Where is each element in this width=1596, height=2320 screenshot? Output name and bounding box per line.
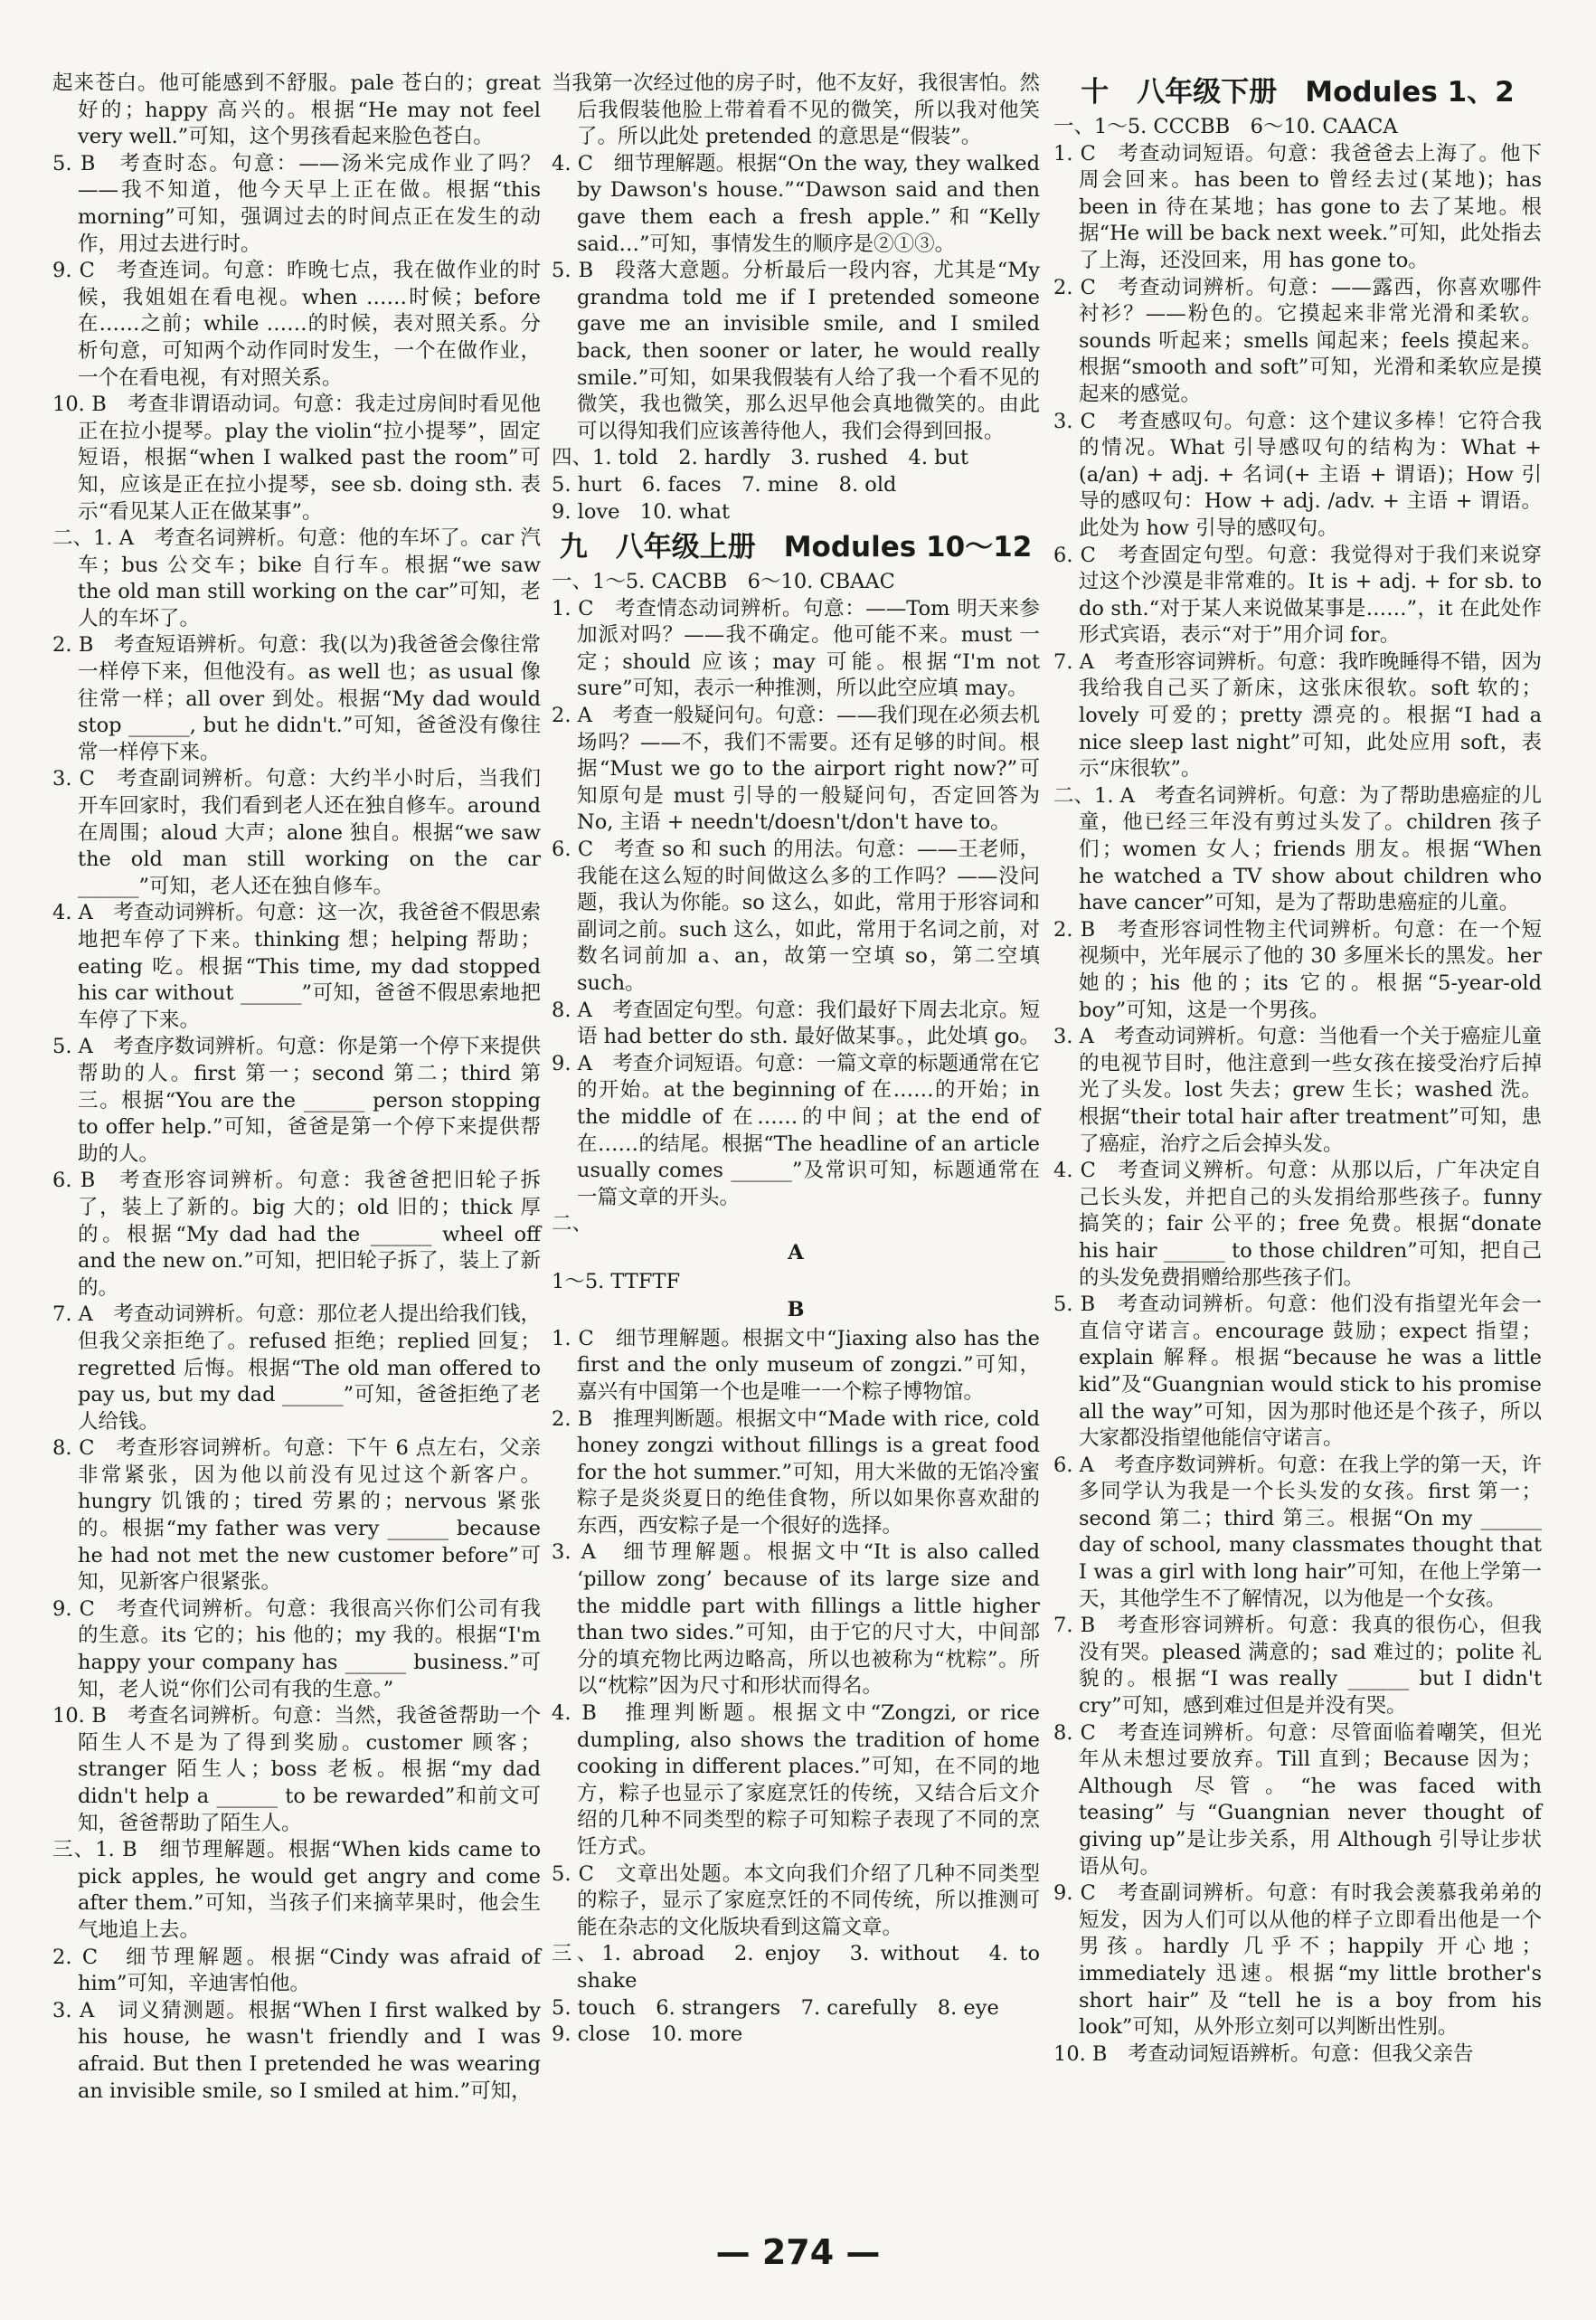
answer-entry: 7. A 考查形容词辨析。句意：我昨晚睡得不错，因为我给我自己买了新床，这张床很软。soft 软的；lovely 可爱的；pretty 漂亮的。根据“I had a nice sleep last night”可知，此处应用 soft，表示“床很软”。 [1053, 649, 1542, 781]
answer-entry: 5. B 考查时态。句意：——汤米完成作业了吗？——我不知道，他今天早上正在做。根据“this morning”可知，强调过去的时间点正在发生的动作，用过去进行时。 [52, 151, 541, 256]
answer-entry: 8. C 考查连词辨析。句意：尽管面临着嘲笑，但光年从未想过要放弃。Till 直到；Because 因为；Although 尽管。“he was faced with teasing”与“Guangnian never thought of giving up”是让步关系，用 Although 引导让步状语从句。 [1053, 1720, 1542, 1879]
answer-entry: 6. C 考查固定句型。句意：我觉得对于我们来说穿过这个沙漠是非常难的。It is + adj. + for sb. to do sth.“对于某人来说做某事是……”，it 在此处作形式宾语，表示“对于”用介词 for。 [1053, 543, 1542, 648]
answer-entry: 二、1. A 考查名词辨析。句意：他的车坏了。car 汽车；bus 公交车；bike 自行车。根据“we saw the old man still working on the car”可知，老人的车坏了。 [52, 526, 541, 630]
answer-entry: 8. A 考查固定句型。句意：我们最好下周去北京。短语 had better do sth. 最好做某事。，此处填 go。 [552, 998, 1040, 1049]
answer-entry: 4. C 考查词义辨析。句意：从那以后，广年决定自己长头发，并把自己的头发捐给那些孩子。funny 搞笑的；fair 公平的；free 免费。根据“donate his hair ______ to those children”可知，把自己的头发免费捐赠给那些孩子们。 [1053, 1159, 1542, 1290]
answer-entry: 3. C 考查感叹句。句意：这个建议多棒！它符合我的情况。What 引导感叹句的结构为：What + (a/an) + adj. + 名词(+ 主语 + 谓语)；How 引导的感叹句：How + adj. /adv. + 主语 + 谓语。此处为 how 引导的感叹句。 [1053, 409, 1542, 540]
section-ten-title: 十 八年级下册 Modules 1、2 [1081, 76, 1515, 109]
answer-entry: 9. A 考查介词短语。句意：一篇文章的标题通常在它的开始。at the beginning of 在……的开始；in the middle of 在……的中间；at the end of 在……的结尾。根据“The headline of an article usually comes ______”及常识可知，标题通常在一篇文章的开头。 [552, 1051, 1040, 1209]
answer-entry: 5. C 文章出处题。本文向我们介绍了几种不同类型的粽子，显示了家庭烹饪的不同传统，所以推测可能在杂志的文化版块看到这篇文章。 [552, 1861, 1040, 1939]
column-middle [552, 71, 1040, 2049]
answer-entry: 2. C 考查动词辨析。句意：——露西，你喜欢哪件衬衫？——粉色的。它摸起来非常光滑和柔软。sounds 听起来；smells 闻起来；feels 摸起来。根据“smooth and soft”可知，光滑和柔软应是摸起来的感觉。 [1053, 275, 1542, 406]
column-middle-entries-part2 [552, 569, 1040, 1211]
answer-entry: 3. A 词义猜测题。根据“When I first walked by his house, he wasn't friendly and I was afraid. But then I pretended he was wearing an invisible smile, so I smiled at him.”可知， [52, 1998, 541, 2103]
column-middle-entries-part3 [552, 1269, 1040, 1296]
column-right-entries [1053, 114, 1542, 2068]
answer-entry: 1. C 细节理解题。根据文中“Jiaxing also has the first and the only museum of zongzi.”可知，嘉兴有中国第一个也是唯一一个粽子博物馆。 [552, 1326, 1040, 1404]
answer-entry: 3. A 考查动词辨析。句意：当他看一个关于癌症儿童的电视节目时，他注意到一些女孩在接受治疗后掉光了头发。lost 失去；grew 生长；washed 洗。根据“their total hair after treatment”可知，患了癌症，治疗之后会掉头发。 [1053, 1025, 1542, 1156]
answer-entry: 四、1. told 2. hardly 3. rushed 4. but [552, 446, 969, 470]
answer-entry: 一、1～5. CACBB 6～10. CBAAC [552, 570, 895, 594]
answer-entry: 1～5. TTFTF [552, 1269, 681, 1293]
answer-entry: 10. B 考查非谓语动词。句意：我走过房间时看见他正在拉小提琴。play the violin“拉小提琴”，固定短语，根据“when I walked past the room”可知，应该是正在拉小提琴，see sb. doing sth. 表示“看见某人正在做某事”。 [52, 393, 541, 524]
answer-entry: 10. B 考查动词短语辨析。句意：但我父亲告 [1053, 2041, 1474, 2066]
part-two-label: 二、 [552, 1212, 593, 1236]
answer-entry: 9. close 10. more [552, 2022, 743, 2047]
answer-entry: 2. A 考查一般疑问句。句意：——我们现在必须去机场吗？——不，我们不需要。还有足够的时间。根据“Must we go to the airport right now?”可知原句是 must 引导的一般疑问句，否定回答为 No, 主语 + needn't/doesn't/don't have to。 [552, 704, 1040, 835]
answer-entry: 2. B 推理判断题。根据文中“Made with rice, cold honey zongzi without fillings is a great food for the hot summer.”可知，用大米做的无馅冷蜜粽子是炎炎夏日的绝佳食物，所以如果你喜欢甜的东西，西安粽子是一个很好的选择。 [552, 1406, 1040, 1538]
answer-entry: 9. C 考查连词。句意：昨晚七点，我在做作业的时候，我姐姐在看电视。when ……时候；before 在……之前；while ……的时候，表对照关系。分析句意，可知两个动作同时发生，一个在做作业，一个在看电视，有对照关系。 [52, 259, 541, 390]
sub-heading-b: B [787, 1298, 805, 1322]
column-middle-entries-part1 [552, 71, 1040, 526]
answer-entry: 4. C 细节理解题。根据“On the way, they walked by Dawson's house.”“Dawson said and then gave them each a fresh apple.”和“Kelly said…”可知，事情发生的顺序是②①③。 [552, 151, 1040, 256]
answer-entry: 2. B 考查形容词性物主代词辨析。句意：在一个短视频中，光年展示了他的 30 多厘米长的黑发。her 她的；his 他的；its 它的。根据“5-year-old boy”可知，这是一个男孩。 [1053, 917, 1542, 1022]
answer-entry: 当我第一次经过他的房子时，他不友好，我很害怕。然后我假装他脸上带着看不见的微笑，所以我对他笑了。所以此处 pretended 的意思是“假装”。 [552, 71, 1041, 149]
answer-entry: 6. B 考查形容词辨析。句意：我爸爸把旧轮子拆了，装上了新的。big 大的；old 旧的；thick 厚的。根据“My dad had the ______ wheel off and the new on.”可知，把旧轮子拆了，装上了新的。 [52, 1169, 541, 1300]
answer-entry: 1. C 考查动词短语。句意：我爸爸去上海了。他下周会回来。has been to 曾经去过(某地)；has been in 待在某地；has gone to 去了某地。根据“He will be back next week.”可知，此处指去了上海，还没回来，用 has gone to。 [1053, 141, 1542, 272]
answer-entry: 6. A 考查序数词辨析。句意：在我上学的第一天，许多同学认为我是一个长头发的女孩。first 第一；second 第二；third 第三。根据“On my ______ day of school, many classmates thought that I was a girl with long hair”可知，在他上学第一天，其他学生不了解情况，以为他是一个女孩。 [1053, 1453, 1542, 1611]
answer-entry: 5. B 段落大意题。分析最后一段内容，尤其是“My grandma told me if I pretended someone gave me an invisible smile, and I smiled back, then sooner or later, he would really smile.”可知，如果我假装有人给了我一个看不见的微笑，我也微笑，那么迟早他会真地微笑的。由此可以得知我们应该善待他人，我们会得到回报。 [552, 259, 1040, 443]
column-middle-entries-part4 [552, 1326, 1040, 2049]
answer-entry: 二、1. A 考查名词辨析。句意：为了帮助患癌症的儿童，他已经三年没有剪过头发了。children 孩子们；women 女人；friends 朋友。根据“When he watched a TV show about children who have cancer”可知，是为了帮助患癌症的儿童。 [1053, 783, 1542, 915]
answer-entry: 5. touch 6. strangers 7. carefully 8. eye [552, 1995, 999, 2020]
answer-entry: 4. B 推理判断题。根据文中“Zongzi, or rice dumpling, also shows the tradition of home cooking in different places.”可知，在不同的地方，粽子也显示了家庭烹饪的传统，又结合后文介绍的几种不同类型的粽子可知粽子表现了不同的烹饪方式。 [552, 1701, 1040, 1859]
column-left [52, 71, 541, 2105]
answer-entry: 起来苍白。他可能感到不舒服。pale 苍白的；great 好的；happy 高兴的。根据“He may not feel very well.”可知，这个男孩看起来脸色苍白。 [52, 71, 541, 149]
answer-entry: 5. B 考查动词辨析。句意：他们没有指望光年会一直信守诺言。encourage 鼓励；expect 指望；explain 解释。根据“because he was a little kid”及“Guangnian would stick to his promise all the way”可知，因为那时他还是个孩子，所以大家都没指望他能信守诺言。 [1053, 1293, 1542, 1451]
answer-entry: 一、1～5. CCCBB 6～10. CAACA [1053, 115, 1398, 138]
answer-entry: 三、1. B 细节理解题。根据“When kids came to pick apples, he would get angry and come after them.”可知，当孩子们来摘苹果时，他会生气地追上去。 [52, 1838, 541, 1942]
answer-entry: 10. B 考查名词辨析。句意：当然，我爸爸帮助一个陌生人不是为了得到奖励。customer 顾客；stranger 陌生人；boss 老板。根据“my dad didn't help a ______ to be rewarded”和前文可知，爸爸帮助了陌生人。 [52, 1704, 541, 1835]
section-nine-title: 九 八年级上册 Modules 10～12 [559, 531, 1033, 564]
sub-heading-a: A [788, 1240, 804, 1264]
answer-entry: 9. love 10. what [552, 499, 731, 524]
answer-entry: 3. A 细节理解题。根据文中“It is also called ‘pillow zong’ because of its large size and the middle part with fillings a little higher than two sides.”可知，由于它的尺寸大，中间部分的填充物比两边略高，所以也被称为“枕粽”。所以“枕粽”因为尺寸和形状而得名。 [552, 1540, 1040, 1699]
answer-entry: 5. hurt 6. faces 7. mine 8. old [552, 472, 897, 497]
answer-entry: 5. A 考查序数词辨析。句意：你是第一个停下来提供帮助的人。first 第一；second 第二；third 第三。根据“You are the ______ person stopping to offer help.”可知，爸爸是第一个停下来提供帮助的人。 [52, 1035, 541, 1166]
answer-entry: 8. C 考查形容词辨析。句意：下午 6 点左右，父亲非常紧张，因为他以前没有见过这个新客户。hungry 饥饿的；tired 劳累的；nervous 紧张的。根据“my father was very ______ because he had not met the new customer before”可知，见新客户很紧张。 [52, 1436, 541, 1595]
column-right [1053, 71, 1542, 2068]
answer-entry: 9. C 考查代词辨析。句意：我很高兴你们公司有我的生意。its 它的；his 他的；my 我的。根据“I'm happy your company has ______ business.”可知，老人说“你们公司有我的生意。” [52, 1596, 541, 1701]
answer-entry: 三、1. abroad 2. enjoy 3. without 4. to shake [552, 1942, 1040, 1993]
answer-entry: 2. C 细节理解题。根据“Cindy was afraid of him”可知，辛迪害怕他。 [52, 1945, 541, 1996]
column-left-entries [52, 71, 541, 2105]
page-number: — 274 — [715, 2232, 881, 2272]
answer-entry: 7. A 考查动词辨析。句意：那位老人提出给我们钱，但我父亲拒绝了。refused 拒绝；replied 回复；regretted 后悔。根据“The old man offered to pay us, but my dad ______”可知，爸爸拒绝了老人给钱。 [52, 1302, 541, 1434]
answer-entry: 1. C 考查情态动词辨析。句意：——Tom 明天来参加派对吗？——我不确定。他可能不来。must 一定；should 应该；may 可能。根据“I'm not sure”可知，表示一种推测，所以此空应填 may。 [552, 596, 1040, 701]
answer-entry: 6. C 考查 so 和 such 的用法。句意：——王老师，我能在这么短的时间做这么多的工作吗？——没问题，我认为你能。so 这么，如此，常用于形容词和副词之前。such 这么，如此，常用于名词之前，对数名词前加 a、an，故第一空填 so，第二空填 such。 [552, 838, 1040, 995]
answer-entry: 9. C 考查副词辨析。句意：有时我会羡慕我弟弟的短发，因为人们可以从他的样子立即看出他是一个男孩。hardly 几乎不；happily 开心地；immediately 迅速。根据“my little brother's short hair”及“tell he is a boy from his look”可知，从外形立刻可以判断出性别。 [1053, 1881, 1542, 2040]
answer-entry: 4. A 考查动词辨析。句意：这一次，我爸爸不假思索地把车停了下来。thinking 想；helping 帮助；eating 吃。根据“This time, my dad stopped his car without ______”可知，爸爸不假思索地把车停了下来。 [52, 901, 541, 1032]
answer-entry: 3. C 考查副词辨析。句意：大约半小时后，当我们开车回家时，我们看到老人还在独自修车。around 在周围；aloud 大声；alone 独自。根据“we saw the old man still working on the car ______”可知，老人还在独自修车。 [52, 767, 541, 898]
answer-entry: 2. B 考查短语辨析。句意：我(以为)我爸爸会像往常一样停下来，但他没有。as well 也；as usual 像往常一样；all over 到处。根据“My dad would stop ______, but he didn't.”可知，爸爸没有像往常一样停下来。 [52, 633, 541, 764]
section-nine-part-two-heading [552, 1211, 1040, 1238]
answer-entry: 7. B 考查形容词辨析。句意：我真的很伤心，但我没有哭。pleased 满意的；sad 难过的；polite 礼貌的。根据“I was really ______ but I didn't cry”可知，感到难过但是并没有哭。 [1053, 1614, 1542, 1719]
